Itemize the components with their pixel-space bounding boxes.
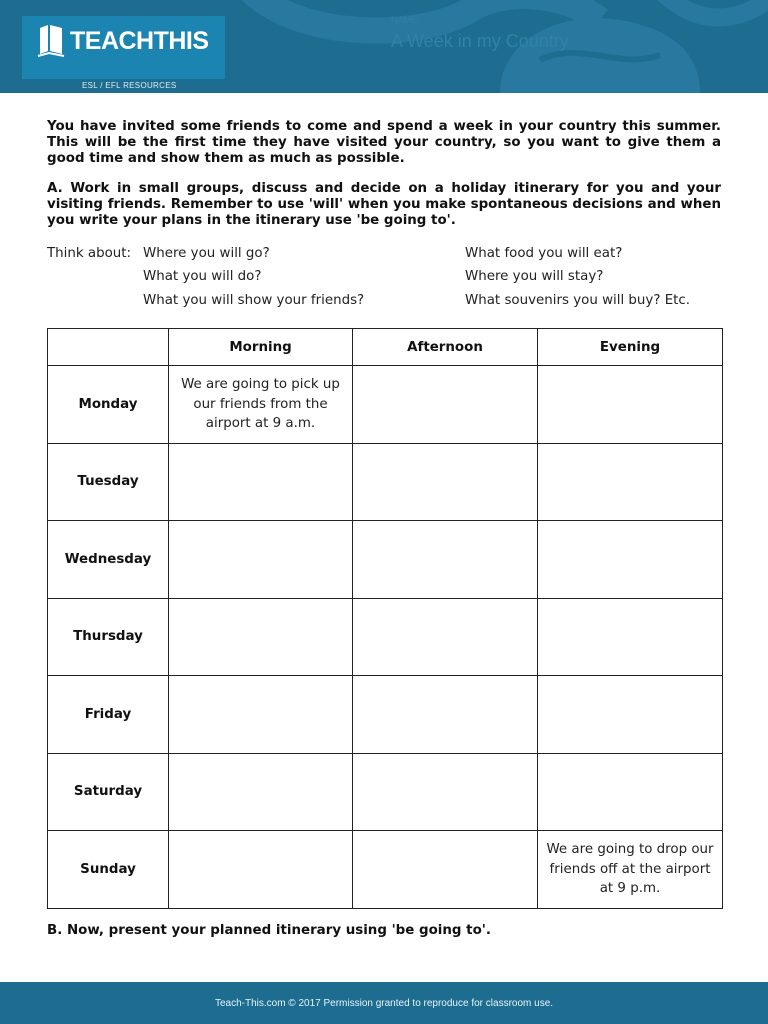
table-corner-cell (48, 329, 169, 366)
think-item: Where you will stay? (465, 269, 604, 284)
footer-banner (0, 982, 768, 1024)
plan-cell[interactable] (169, 598, 353, 676)
plan-cell[interactable] (169, 831, 353, 909)
plan-cell[interactable] (353, 753, 538, 831)
footer-copyright: Teach-This.com © 2017 Permission granted to reproduce for classroom use. (214, 998, 554, 1009)
itinerary-table (47, 328, 723, 909)
day-label: Tuesday (48, 443, 169, 521)
plan-cell[interactable] (169, 521, 353, 599)
think-item: What you will show your friends? (143, 293, 365, 308)
plan-cell[interactable] (353, 443, 538, 521)
think-item: What you will do? (143, 269, 262, 284)
plan-cell[interactable] (169, 676, 353, 754)
plan-cell[interactable] (353, 598, 538, 676)
plan-cell[interactable] (538, 443, 723, 521)
day-label: Sunday (48, 831, 169, 909)
book-logo-icon (36, 24, 66, 58)
day-label: Saturday (48, 753, 169, 831)
worksheet-title: A Week in my Country (391, 31, 569, 51)
part-a-instructions: A. Work in small groups, discuss and decide on a holiday itinerary for you and your visiting friends. Remember to use 'will' when you make spontaneous decisions and when you write your plans in the itinerary use 'be going to'. (47, 181, 721, 228)
table-row (48, 598, 723, 676)
table-row (48, 831, 723, 909)
logo-text: TEACHTHIS (70, 27, 209, 55)
plan-cell[interactable]: We are going to drop our friends off at the airport at 9 p.m. (538, 831, 723, 909)
day-label: Wednesday (48, 521, 169, 599)
think-item: Where you will go? (143, 246, 270, 261)
logo-subtitle: ESL / EFL RESOURCES (82, 81, 177, 90)
think-about-label: Think about: (47, 246, 132, 261)
plan-cell[interactable] (353, 676, 538, 754)
plan-cell[interactable] (353, 831, 538, 909)
day-label: Monday (48, 366, 169, 444)
table-header-row (48, 329, 723, 366)
table-row (48, 366, 723, 444)
column-header-evening: Evening (538, 329, 723, 366)
plan-cell[interactable] (538, 753, 723, 831)
header-banner (0, 0, 768, 93)
day-label: Friday (48, 676, 169, 754)
plan-cell[interactable] (353, 366, 538, 444)
plan-cell[interactable] (169, 753, 353, 831)
plan-cell[interactable] (538, 676, 723, 754)
plan-cell[interactable] (353, 521, 538, 599)
think-item: What food you will eat? (465, 246, 623, 261)
table-row (48, 521, 723, 599)
plan-cell[interactable] (538, 521, 723, 599)
day-label: Thursday (48, 598, 169, 676)
intro-paragraph: You have invited some friends to come and spend a week in your country this summer. This will be the first time they have visited your country, so you want to give them a good time and show them as much as possible. (47, 119, 721, 166)
table-row (48, 753, 723, 831)
column-header-morning: Morning (169, 329, 353, 366)
plan-cell[interactable] (538, 366, 723, 444)
part-b-instructions: B. Now, present your planned itinerary using 'be going to'. (47, 923, 491, 938)
plan-cell[interactable] (538, 598, 723, 676)
plan-cell[interactable] (169, 443, 353, 521)
table-row (48, 443, 723, 521)
table-row (48, 676, 723, 754)
plan-cell[interactable]: We are going to pick up our friends from the airport at 9 a.m. (169, 366, 353, 444)
column-header-afternoon: Afternoon (353, 329, 538, 366)
name-label: NAME: (391, 15, 420, 25)
think-item: What souvenirs you will buy? Etc. (465, 293, 691, 308)
